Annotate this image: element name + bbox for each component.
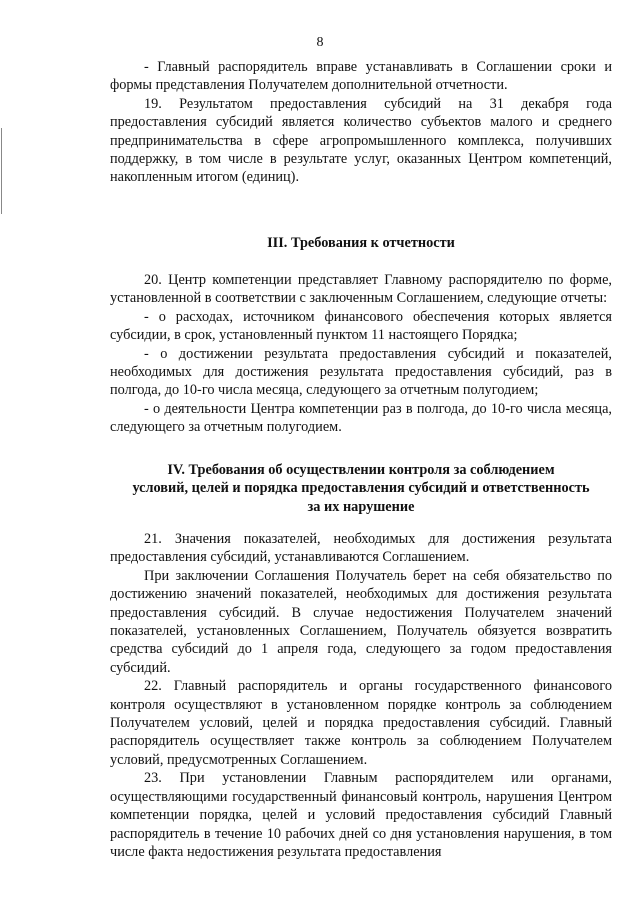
page-number: 8 [316,35,324,50]
paragraph-22: 22. Главный распорядитель и органы государственного финансового контроля осуществляют в установленном порядке контроль за соблюдением Получателем условий, целей и порядка предоставления субсидий. Главный распорядитель осуществляет также контроль за соблюдением Получателем условий, предусмотренных Соглашением. [110,678,612,768]
top-section [110,58,612,187]
report-item-results: - о достижении результата предоставления субсидий и показателей, необходимых для достижения результата предоставления субсидий, раз в полгода, до 10-го числа месяца, следующего за отчетным полугодием; [110,345,612,399]
section-4-body [110,530,612,861]
section-4 [110,461,612,516]
section-3-body [110,271,612,437]
report-item-activity: - о деятельности Центра компетенции раз в полгода, до 10-го числа месяца, следующего за отчетным полугодием. [110,400,612,436]
section-3 [110,234,612,252]
paragraph-20: 20. Центр компетенции представляет Главному распорядителю по форме, установленной в соответствии с заключенным Соглашением, следующие отчеты: [110,272,612,307]
paragraph-19: 19. Результатом предоставления субсидий на 31 декабря года предоставления субсидий является количество субъектов малого и среднего предпринимательства в сфере агропромышленного комплекса, получивших поддержку, в том числе в результате услуг, оказанных Центром компетенций, накопленным итогом (единиц). [110,95,612,186]
section-4-heading-line2: условий, целей и порядка предоставления субсидий и ответственность [132,480,590,497]
paragraph-reporting-terms: - Главный распорядитель вправе устанавливать в Соглашении сроки и формы представления Получателем дополнительной отчетности. [110,59,612,94]
section-4-heading-line1: IV. Требования об осуществлении контроля за соблюдением [167,462,555,478]
paragraph-23: 23. При установлении Главным распорядителем или органами, осуществляющими государственный финансовый контроль, нарушения Центром компетенции порядка, целей и условий предоставления субсидий Главный распорядитель в течение 10 рабочих дней со дня установления нарушения, в том числе факта недостижения результата предоставления [110,770,612,860]
report-item-expenses: - о расходах, источником финансового обеспечения которых является субсидии, в срок, установленный пунктом 11 настоящего Порядка; [110,308,612,344]
section-4-heading-line3: за их нарушение [307,498,415,515]
scan-edge-line [1,128,2,214]
paragraph-21: 21. Значения показателей, необходимых для достижения результата предоставления субсидий, устанавливаются Соглашением. [110,531,612,566]
paragraph-21-obligation: При заключении Соглашения Получатель берет на себя обязательство по достижению значений показателей, необходимых для достижения результата предоставления субсидий. В случае недостижения Получателем значений показателей, установленных Соглашением, Получатель обязуется возвратить средства субсидий до 1 апреля года, следующего за годом предоставления субсидий. [110,567,612,676]
section-3-heading: III. Требования к отчетности [267,235,455,251]
